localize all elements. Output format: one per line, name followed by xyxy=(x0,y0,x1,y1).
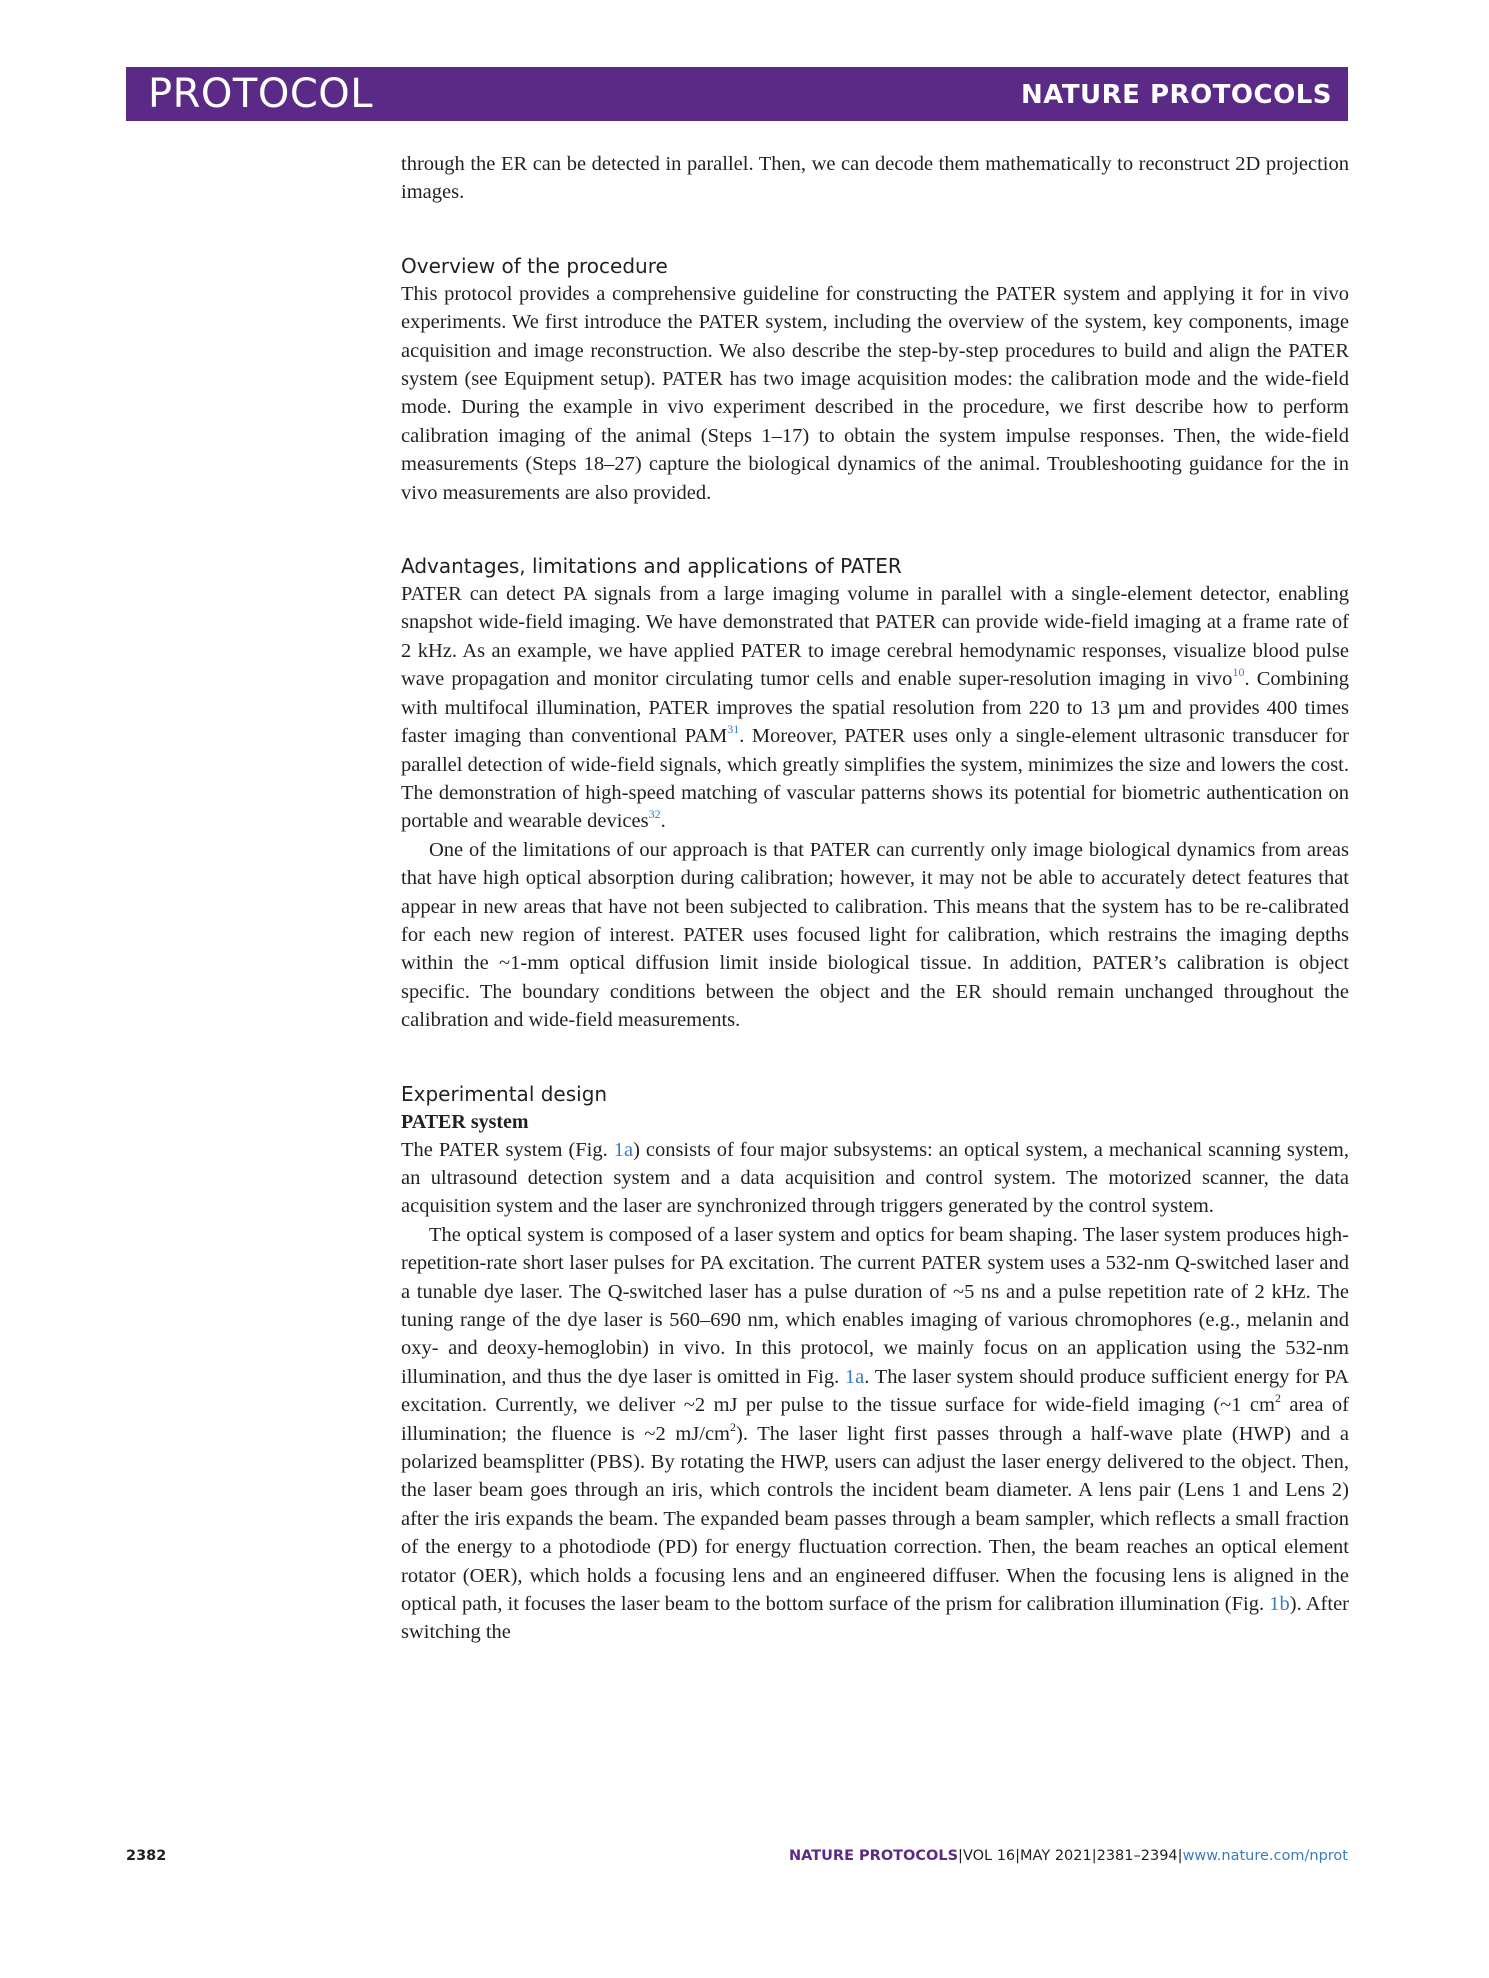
main-content xyxy=(401,150,1349,1647)
reference-link[interactable]: 32 xyxy=(648,807,661,822)
design-paragraph-2: The optical system is composed of a laser system and optics for beam shaping. The laser system produces high-repetition-rate short laser pulses for PA excitation. The current PATER system uses a 532-nm Q-switched laser and a tunable dye laser. The Q-switched laser has a pulse duration of ~5 ns and a pulse repetition rate of 2 kHz. The tuning range of the dye laser is 560–690 nm, which enables imaging of various chromophores (e.g., melanin and oxy- and deoxy-hemoglobin) in vivo. In this protocol, we mainly focus on an application using the 532-nm illumination, and thus the dye laser is omitted in Fig. 1a. The laser system should produce sufficient energy for PA excitation. Currently, we deliver ~2 mJ per pulse to the tissue surface for wide-field imaging (~1 $cm^2$ area of illumination; the fluence is ~2 $mJ/cm^2$). The laser light first passes through a half-wave plate (HWP) and a polarized beamsplitter (PBS). By rotating the HWP, users can adjust the laser energy delivered to the object. Then, the laser beam goes through an iris, which controls the incident beam diameter. A lens pair (Lens 1 and Lens 2) after the iris expands the beam. The expanded beam passes through a beam sampler, which reflects a small fraction of the energy to a photodiode (PD) for energy fluctuation correction. Then, the beam reaches an optical element rotator (OER), which holds a focusing lens and an engineered diffuser. When the focusing lens is aligned in the optical path, it focuses the laser beam to the bottom surface of the prism for calibration illumination (Fig. 1b). After switching the xyxy=(401,1223,1349,1644)
reference-link[interactable]: 10 xyxy=(1232,665,1245,680)
design-heading: Experimental design xyxy=(401,1081,608,1106)
page-number: 2382 xyxy=(126,1848,167,1864)
figure-link[interactable]: 1a xyxy=(844,1365,865,1388)
intro-paragraph: through the ER can be detected in parallel. Then, we can decode them mathematically to reconstruct 2D projection images. xyxy=(401,153,1349,204)
advantages-paragraph-1: PATER can detect PA signals from a large imaging volume in parallel with a single-element detector, enabling snapshot wide-field imaging. We have demonstrated that PATER can provide wide-field imaging at a frame rate of 2 kHz. As an example, we have applied PATER to image cerebral hemodynamic responses, visualize blood pulse wave propagation and monitor circulating tumor cells and enable super-resolution imaging in vivo$^{10}$. Combining with multifocal illumination, PATER improves the spatial resolution from 220 to 13 µm and provides 400 times faster imaging than conventional PAM$^{31}$. Moreover, PATER uses only a single-element ultrasonic transducer for parallel detection of wide-field signals, which greatly simplifies the system, minimizes the size and lowers the cost. The demonstration of high-speed matching of vascular patterns shows its potential for biometric authentication on portable and wearable devices$^{32}$. xyxy=(401,583,1349,833)
footer-citation: NATURE PROTOCOLS|VOL 16|MAY 2021|2381–2394|www.nature.com/nprot xyxy=(789,1848,1348,1864)
overview-paragraph: This protocol provides a comprehensive guideline for constructing the PATER system and applying it for in vivo experiments. We first introduce the PATER system, including the overview of the system, key components, image acquisition and image reconstruction. We also describe the step-by-step procedures to build and align the PATER system (see Equipment setup). PATER has two image acquisition modes: the calibration mode and the wide-field mode. During the example in vivo experiment described in the procedure, we first describe how to perform calibration imaging of the animal (Steps 1–17) to obtain the system impulse responses. Then, the wide-field measurements (Steps 18–27) capture the biological dynamics of the animal. Troubleshooting guidance for the in vivo measurements are also provided. xyxy=(401,282,1349,504)
journal-url-link[interactable]: www.nature.com/nprot xyxy=(1182,1848,1348,1864)
figure-link[interactable]: 1b xyxy=(1269,1593,1290,1616)
header-bar xyxy=(126,67,1348,121)
design-paragraph-1: The PATER system (Fig. 1a) consists of four major subsystems: an optical system, a mechanical scanning system, an ultrasound detection system and a data acquisition and control system. The motorized scanner, the data acquisition system and the laser are synchronized through triggers generated by the control system. xyxy=(401,1138,1350,1218)
reference-link[interactable]: 31 xyxy=(727,722,740,737)
figure-link[interactable]: 1a xyxy=(613,1138,634,1161)
advantages-heading: Advantages, limitations and applications of PATER xyxy=(401,554,902,579)
overview-heading: Overview of the procedure xyxy=(401,253,668,278)
pater-system-subheading: PATER system xyxy=(401,1110,529,1133)
section-label: PROTOCOL xyxy=(148,71,374,117)
journal-label: NATURE PROTOCOLS xyxy=(1020,80,1332,110)
advantages-paragraph-2: One of the limitations of our approach is that PATER can currently only image biological dynamics from areas that have high optical absorption during calibration; however, it may not be able to accurately detect features that appear in new areas that have not been subjected to calibration. This means that the system has to be re-calibrated for each new region of interest. PATER uses focused light for calibration, which restrains the imaging depths within the ~1-mm optical diffusion limit inside biological tissue. In addition, PATER’s calibration is object specific. The boundary conditions between the object and the ER should remain unchanged throughout the calibration and wide-field measurements. xyxy=(401,838,1349,1032)
